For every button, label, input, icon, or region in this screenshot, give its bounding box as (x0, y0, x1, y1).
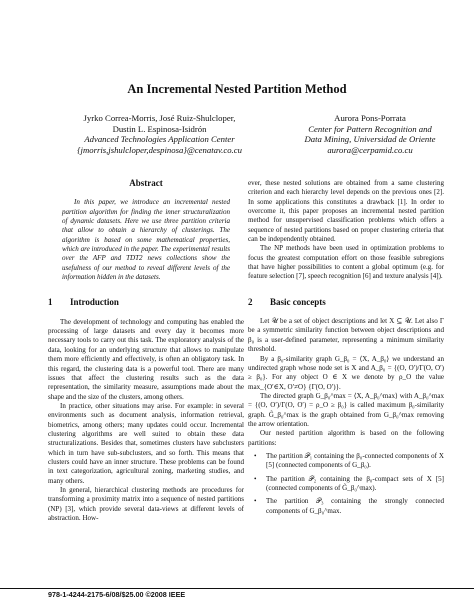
section-number: 1 (48, 297, 53, 308)
concepts-paragraph-1: Let 𝒰 be a set of object descriptions and let X ⊆ 𝒰. Let also Γ be a symmetric similarity function between object descriptions and β₀ is a user-defined parameter, representing a minimum similarity threshold. (248, 317, 444, 354)
list-item: • The partition 𝒫₃ containing the strongly connected components of G_β₀^max. (248, 497, 444, 516)
list-item: • The partition 𝒫₂ containing the β₀-compact sets of X [5] (connected components of G̃_β₀^max). (248, 475, 444, 494)
list-item: • The partition 𝒫₁ containing the β₀-connected components of X [5] (connected components of G_β₀). (248, 452, 444, 471)
abstract-heading: Abstract (129, 178, 163, 188)
intro-paragraph-continued: ever, these nested solutions are obtained from a same clustering criterion and each hierarchy level depends on the previous ones [2]. In some applications this constitutes a drawback [1]. In order to overcome it, this paper proposes an incremental nested partition method for unsupervised classification problems which offers a sequence of nested partitions based on proper clustering criteria that can be independently obtained. (248, 179, 444, 244)
section-title: Introduction (70, 297, 119, 308)
concepts-paragraph-2: By a β₀-similarity graph G_β₀ = ⟨X, A_β₀⟩ we understand an undirected graph whose node set is X and A_β₀ = {(O, O′)/Γ(O, O′) ≥ β₀}. For any object O ∈ X we denote by ρ_O the value max_{O′∈X, O′≠O} {Γ(O, O′)}. (248, 354, 444, 391)
author-email: aurora@cerpamid.co.cu (327, 144, 413, 155)
author-affiliation-line1: Center for Pattern Recognition and (308, 123, 432, 134)
right-column (248, 179, 444, 520)
author-names-line1: Jyrko Correa-Morris, José Ruiz-Shulcloper, (83, 113, 236, 123)
intro-paragraph-1: The development of technology and computing has enabled the processing of large datasets and every day it becomes more necessary tools to carry out this task. The exploratory analysis of the data, looking for an underlying structure that allows to manipulate them more efficiently and effectively, is often an obligatory task. In this regard, the clustering data is a powerful tool. There are many issues that affect the clustering results such as the data representation, the similarity measure, assumptions made about the shape and the size of the clusters, among others. (48, 317, 244, 401)
copyright-footer: 978-1-4244-2175-6/08/$25.00 ©2008 IEEE (48, 590, 186, 599)
authors-left (52, 113, 267, 155)
section-number: 2 (248, 296, 253, 307)
author-name: Aurora Pons-Porrata (334, 113, 406, 123)
intro-paragraph-np-methods: The NP methods have been used in optimization problems to focus the greatest computation effort on those feasible subregions that have higher possibilities to content a global optimum (e.g. for feature selection [7], speech recognition [6] and texture analysis [4]). (248, 244, 444, 281)
footer-rule (0, 588, 474, 589)
concepts-paragraph-4: Our nested partition algorithm is based on the following partitions: (248, 429, 444, 447)
author-names-line2: Dustin L. Espinosa-Isidrón (112, 123, 207, 134)
author-affiliation-line2: Data Mining, Universidad de Oriente (304, 134, 436, 145)
author-emails: {jmorris,jshulcloper,despinosa}@cenatav.co.cu (77, 144, 242, 155)
intro-paragraph-3: In general, hierarchical clustering methods are procedures for transforming a proximity matrix into a sequence of nested partitions (NP) [3], which provide several data-views at different levels of abstraction. How- (48, 485, 244, 522)
section-heading-introduction (48, 298, 244, 307)
paper-title: An Incremental Nested Partition Method (127, 82, 347, 96)
section-title: Basic concepts (270, 296, 326, 307)
author-affiliation: Advanced Technologies Application Center (84, 134, 235, 145)
abstract-text: In this paper, we introduce an incremental nested partition algorithm for finding the inner structuralization of dynamic datasets. Here we use three partition criteria that allow to obtain a hierarchy of clusterings. The algorithm is based on some mathematical properties, which are introduced in the paper. The experimental results over the AFP and TDT2 news collections show the usefulness of our method to reveal different levels of the information hidden in the datasets. (62, 198, 230, 282)
authors-right (270, 113, 470, 155)
left-column (48, 179, 244, 523)
concepts-paragraph-3: The directed graph G_β₀^max = ⟨X, A_β₀^max⟩ with A_β₀^max = {(O, O′)/Γ(O, O′) = ρ_O ≥ β₀} is called maximum β₀-similarity graph. G̃_β₀^max is the graph obtained from G_β₀^max removing the arrow orientation. (248, 391, 444, 428)
section-heading-basic-concepts (248, 298, 444, 307)
partition-list (248, 452, 444, 516)
intro-paragraph-2: In practice, other situations may arise. For example: in several environments such as document analysis, information retrieval, biometrics, among others; many updates could occur. Incremental clustering algorithms are well suited to obtain these data structuralizations. Besides that, sometimes clusters have subclusters which in turn have sub-subclusters, and so forth. This means that clusters could have an inner structure. These problems can be found in text categorization, agricultural zoning, marketing studies, and many others. (48, 401, 244, 485)
